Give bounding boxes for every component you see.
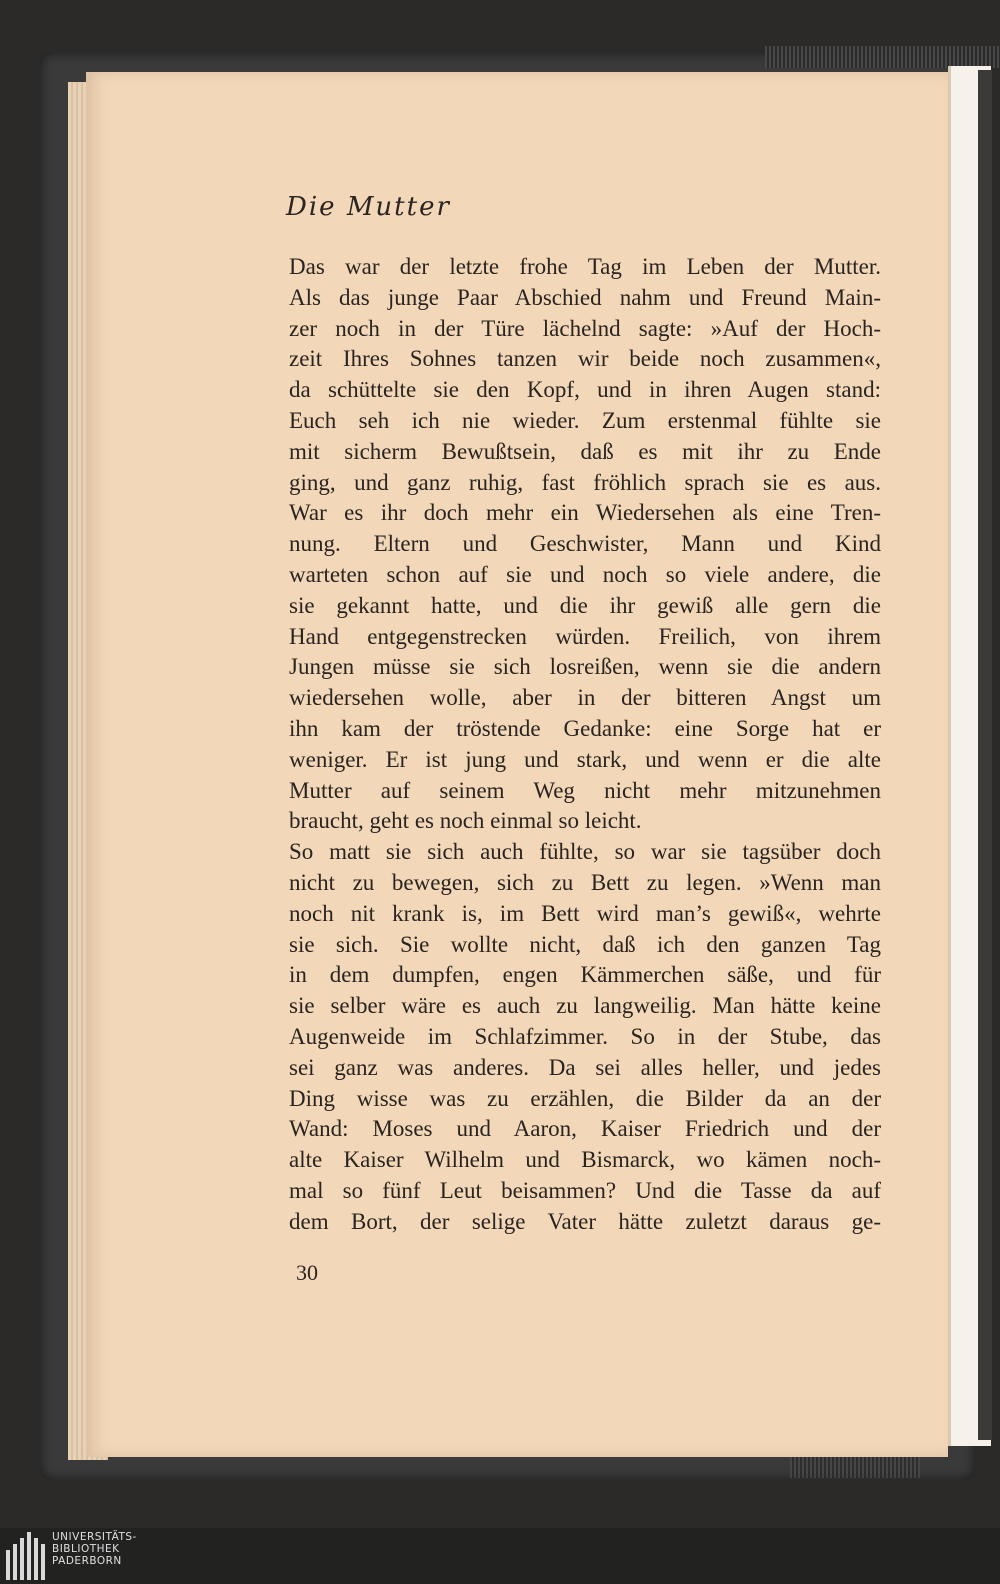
facing-cover-edge [978, 70, 992, 1440]
text-line: Wand: Moses und Aaron, Kaiser Friedrich und der [289, 1116, 881, 1142]
text-line: zer noch in der Türe lächelnd sagte: »Auf der Hoch- [289, 315, 881, 341]
text-line: sie selber wäre es auch zu langweilig. Man hätte keine [289, 993, 881, 1019]
footer-bar [0, 1528, 1000, 1584]
text-line: Als das junge Paar Abschied nahm und Freund Main- [289, 284, 881, 310]
text-line: dem Bort, der selige Vater hätte zuletzt daraus ge- [289, 1208, 881, 1234]
text-line: Das war der letzte frohe Tag im Leben der Mutter. [289, 254, 881, 279]
institution-line: UNIVERSITÄTS- [52, 1531, 137, 1543]
text-line: warteten schon auf sie und noch so viele andere, die [289, 561, 881, 587]
text-line: nicht zu bewegen, sich zu Bett zu legen. »Wenn man [289, 869, 881, 895]
institution-line: PADERBORN [52, 1555, 122, 1567]
text-line: nung. Eltern und Geschwister, Mann und Kind [289, 531, 881, 557]
text-line: ihn kam der tröstende Gedanke: eine Sorge hat er [289, 715, 881, 741]
text-line: War es ihr doch mehr ein Wiedersehen als eine Tren- [289, 500, 881, 526]
running-head: Die Mutter [286, 192, 451, 222]
text-line: Mutter auf seinem Weg nicht mehr mitzunehmen [289, 777, 881, 803]
text-line: Hand entgegenstrecken würden. Freilich, von ihrem [289, 623, 881, 649]
text-line: Augenweide im Schlafzimmer. So in der Stube, das [289, 1023, 881, 1049]
binding-stitch-top [765, 46, 1000, 68]
text-line: So matt sie sich auch fühlte, so war sie tagsüber doch [289, 839, 881, 865]
library-logo-icon [4, 1532, 48, 1580]
text-line: Jungen müsse sie sich losreißen, wenn sie die andern [289, 654, 881, 680]
text-line: wiedersehen wolle, aber in der bitteren Angst um [289, 685, 881, 711]
text-line: ging, und ganz ruhig, fast fröhlich sprach sie es aus. [289, 469, 881, 495]
text-line: sie gekannt hatte, und die ihr gewiß alle gern die [289, 592, 881, 618]
text-line: Euch seh ich nie wieder. Zum erstenmal fühlte sie [289, 407, 881, 433]
text-line: alte Kaiser Wilhelm und Bismarck, wo kämen noch- [289, 1147, 881, 1173]
institution-name [52, 1531, 137, 1567]
institution-line: BIBLIOTHEK [52, 1543, 120, 1555]
text-line: sie sich. Sie wollte nicht, daß ich den ganzen Tag [289, 931, 881, 957]
text-line: zeit Ihres Sohnes tanzen wir beide noch zusammen«, [289, 346, 881, 372]
text-line: in dem dumpfen, engen Kämmerchen säße, und für [289, 962, 881, 988]
text-line: sei ganz was anderes. Da sei alles heller, und jedes [289, 1054, 881, 1080]
page-number: 30 [296, 1260, 318, 1285]
body-text [289, 252, 881, 1238]
text-line: braucht, geht es noch einmal so leicht. [289, 808, 642, 834]
text-line: mit sicherm Bewußtsein, daß es mit ihr zu Ende [289, 438, 881, 464]
text-line: noch nit krank is, im Bett wird man’s gewiß«, wehrte [289, 900, 881, 926]
text-line: mal so fünf Leut beisammen? Und die Tasse da auf [289, 1177, 881, 1203]
text-line: da schüttelte sie den Kopf, und in ihren Augen stand: [289, 377, 881, 403]
text-line: Ding wisse was zu erzählen, die Bilder da an der [289, 1085, 881, 1111]
text-line: weniger. Er ist jung und stark, und wenn er die alte [289, 746, 881, 772]
